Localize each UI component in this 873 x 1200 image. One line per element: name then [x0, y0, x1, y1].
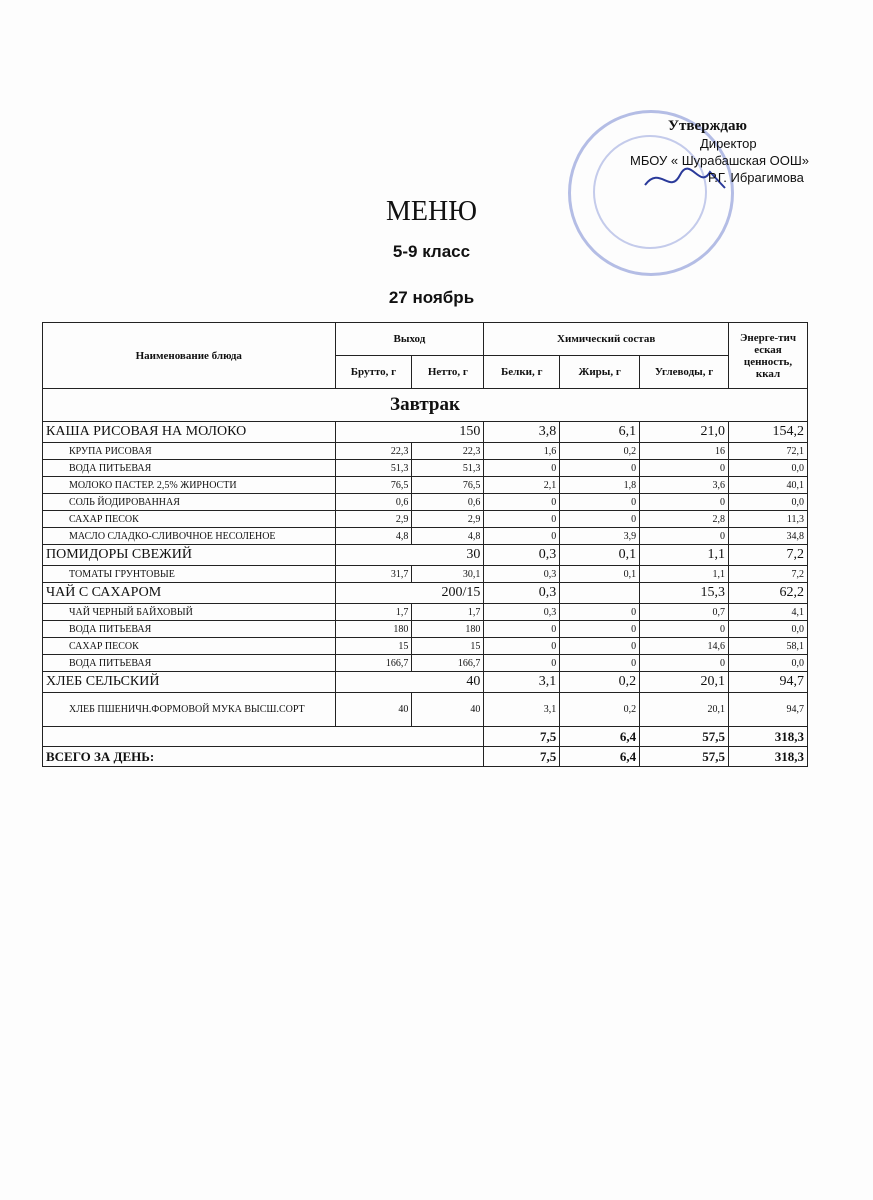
grade-label: 5-9 класс — [392, 242, 471, 261]
dish-name: ВОДА ПИТЬЕВАЯ — [43, 621, 336, 638]
total-label: ВСЕГО ЗА ДЕНЬ: — [43, 747, 484, 767]
fat-cell: 6,1 — [560, 422, 640, 443]
protein-cell: 0,3 — [484, 604, 560, 621]
table-row — [43, 477, 808, 494]
fat-cell: 0 — [560, 511, 640, 528]
protein-cell: 0,3 — [484, 545, 560, 566]
total-fat: 6,4 — [560, 747, 640, 767]
carbs-cell: 21,0 — [640, 422, 729, 443]
brutto-cell: 76,5 — [335, 477, 412, 494]
brutto-cell: 31,7 — [335, 566, 412, 583]
fat-cell: 0,1 — [560, 566, 640, 583]
table-row — [43, 583, 808, 604]
approval-block — [620, 118, 809, 186]
dish-name: МОЛОКО ПАСТЕР. 2,5% ЖИРНОСТИ — [43, 477, 336, 494]
total-protein: 7,5 — [484, 747, 560, 767]
brutto-cell: 4,8 — [335, 528, 412, 545]
brutto-cell: 0,6 — [335, 494, 412, 511]
protein-cell: 0,3 — [484, 566, 560, 583]
protein-cell: 0 — [484, 655, 560, 672]
fat-cell: 3,9 — [560, 528, 640, 545]
approval-org: МБОУ « Шурабашская ООШ» — [630, 153, 810, 168]
table-row — [43, 528, 808, 545]
brutto-cell: 1,7 — [335, 604, 412, 621]
brutto-cell: 180 — [335, 621, 412, 638]
table-row — [43, 460, 808, 477]
protein-cell: 3,1 — [484, 672, 560, 693]
table-row — [43, 511, 808, 528]
energy-cell: 11,3 — [729, 511, 808, 528]
table-row — [43, 443, 808, 460]
carbs-cell: 20,1 — [640, 693, 729, 727]
brutto-cell: 22,3 — [335, 443, 412, 460]
dish-name: КРУПА РИСОВАЯ — [43, 443, 336, 460]
date-label: 27 ноябрь — [388, 288, 475, 307]
energy-cell: 0,0 — [729, 494, 808, 511]
energy-cell: 72,1 — [729, 443, 808, 460]
dish-name: ТОМАТЫ ГРУНТОВЫЕ — [43, 566, 336, 583]
table-row — [43, 545, 808, 566]
netto-cell: 15 — [412, 638, 484, 655]
netto-cell: 22,3 — [412, 443, 484, 460]
header-energy: Энерге-тич еская ценность, ккал — [729, 323, 808, 389]
header-name: Наименование блюда — [43, 323, 336, 389]
dish-name: САХАР ПЕСОК — [43, 511, 336, 528]
dish-name: ХЛЕБ ПШЕНИЧН.ФОРМОВОЙ МУКА ВЫСШ.СОРТ — [43, 693, 336, 727]
netto-cell: 4,8 — [412, 528, 484, 545]
energy-cell: 40,1 — [729, 477, 808, 494]
carbs-cell: 0 — [640, 528, 729, 545]
energy-cell: 0,0 — [729, 621, 808, 638]
section-breakfast: Завтрак — [43, 389, 808, 422]
netto-cell: 51,3 — [412, 460, 484, 477]
total-energy: 318,3 — [729, 747, 808, 767]
energy-cell: 94,7 — [729, 693, 808, 727]
dish-name: СОЛЬ ЙОДИРОВАННАЯ — [43, 494, 336, 511]
menu-title: МЕНЮ — [386, 196, 477, 227]
protein-cell: 0 — [484, 494, 560, 511]
header-netto: Нетто, г — [412, 356, 484, 389]
fat-cell — [560, 583, 640, 604]
table-row — [43, 566, 808, 583]
carbs-cell: 0 — [640, 655, 729, 672]
fat-cell: 0,2 — [560, 693, 640, 727]
carbs-cell: 0 — [640, 460, 729, 477]
carbs-cell: 1,1 — [640, 566, 729, 583]
subtotal-carbs: 57,5 — [640, 727, 729, 747]
table-row — [43, 638, 808, 655]
header-brutto: Брутто, г — [335, 356, 412, 389]
dish-name: ЧАЙ С САХАРОМ — [43, 583, 336, 604]
energy-cell: 62,2 — [729, 583, 808, 604]
subtotal-fat: 6,4 — [560, 727, 640, 747]
carbs-cell: 16 — [640, 443, 729, 460]
protein-cell: 0 — [484, 460, 560, 477]
netto-cell: 1,7 — [412, 604, 484, 621]
approval-title: Утверждаю — [668, 118, 747, 134]
carbs-cell: 0,7 — [640, 604, 729, 621]
fat-cell: 0 — [560, 638, 640, 655]
fat-cell: 0 — [560, 604, 640, 621]
table-row — [43, 494, 808, 511]
brutto-cell: 15 — [335, 638, 412, 655]
energy-cell: 0,0 — [729, 460, 808, 477]
dish-name: МАСЛО СЛАДКО-СЛИВОЧНОЕ НЕСОЛЕНОЕ — [43, 528, 336, 545]
fat-cell: 0 — [560, 494, 640, 511]
protein-cell: 1,6 — [484, 443, 560, 460]
netto-cell: 166,7 — [412, 655, 484, 672]
protein-cell: 0 — [484, 621, 560, 638]
carbs-cell: 0 — [640, 494, 729, 511]
dish-name: САХАР ПЕСОК — [43, 638, 336, 655]
energy-cell: 94,7 — [729, 672, 808, 693]
netto-cell: 2,9 — [412, 511, 484, 528]
fat-cell: 0,1 — [560, 545, 640, 566]
table-row — [43, 655, 808, 672]
protein-cell: 0 — [484, 528, 560, 545]
energy-cell: 4,1 — [729, 604, 808, 621]
protein-cell: 0 — [484, 511, 560, 528]
carbs-cell: 1,1 — [640, 545, 729, 566]
header-carbs: Углеводы, г — [640, 356, 729, 389]
brutto-cell: 2,9 — [335, 511, 412, 528]
protein-cell: 0,3 — [484, 583, 560, 604]
subtotal-protein: 7,5 — [484, 727, 560, 747]
fat-cell: 0 — [560, 621, 640, 638]
brutto-cell: 40 — [335, 693, 412, 727]
dish-name: ПОМИДОРЫ СВЕЖИЙ — [43, 545, 336, 566]
dish-name: ХЛЕБ СЕЛЬСКИЙ — [43, 672, 336, 693]
carbs-cell: 14,6 — [640, 638, 729, 655]
carbs-cell: 0 — [640, 621, 729, 638]
energy-cell: 7,2 — [729, 566, 808, 583]
netto-cell: 30,1 — [412, 566, 484, 583]
dish-name: ВОДА ПИТЬЕВАЯ — [43, 655, 336, 672]
energy-cell: 7,2 — [729, 545, 808, 566]
output-cell: 150 — [335, 422, 484, 443]
header-chem: Химический состав — [484, 323, 729, 356]
fat-cell: 0 — [560, 655, 640, 672]
dish-name: ВОДА ПИТЬЕВАЯ — [43, 460, 336, 477]
header-protein: Белки, г — [484, 356, 560, 389]
header-fat: Жиры, г — [560, 356, 640, 389]
energy-cell: 154,2 — [729, 422, 808, 443]
carbs-cell: 20,1 — [640, 672, 729, 693]
subtotal-label — [43, 727, 484, 747]
total-carbs: 57,5 — [640, 747, 729, 767]
menu-table — [42, 322, 808, 767]
fat-cell: 1,8 — [560, 477, 640, 494]
netto-cell: 0,6 — [412, 494, 484, 511]
netto-cell: 180 — [412, 621, 484, 638]
subtotal-energy: 318,3 — [729, 727, 808, 747]
energy-cell: 58,1 — [729, 638, 808, 655]
subtotal-row — [43, 727, 808, 747]
fat-cell: 0,2 — [560, 672, 640, 693]
approval-position: Директор — [700, 136, 757, 151]
dish-name: КАША РИСОВАЯ НА МОЛОКО — [43, 422, 336, 443]
table-row — [43, 672, 808, 693]
table-row — [43, 604, 808, 621]
netto-cell: 76,5 — [412, 477, 484, 494]
approval-name: Р.Г. Ибрагимова — [708, 170, 804, 185]
protein-cell: 2,1 — [484, 477, 560, 494]
netto-cell: 40 — [412, 693, 484, 727]
carbs-cell: 15,3 — [640, 583, 729, 604]
carbs-cell: 2,8 — [640, 511, 729, 528]
protein-cell: 0 — [484, 638, 560, 655]
energy-cell: 0,0 — [729, 655, 808, 672]
energy-cell: 34,8 — [729, 528, 808, 545]
dish-name: ЧАЙ ЧЕРНЫЙ БАЙХОВЫЙ — [43, 604, 336, 621]
carbs-cell: 3,6 — [640, 477, 729, 494]
protein-cell: 3,8 — [484, 422, 560, 443]
brutto-cell: 51,3 — [335, 460, 412, 477]
fat-cell: 0,2 — [560, 443, 640, 460]
output-cell: 30 — [335, 545, 484, 566]
table-row — [43, 621, 808, 638]
protein-cell: 3,1 — [484, 693, 560, 727]
brutto-cell: 166,7 — [335, 655, 412, 672]
total-row — [43, 747, 808, 767]
table-row — [43, 422, 808, 443]
output-cell: 40 — [335, 672, 484, 693]
table-row — [43, 693, 808, 727]
header-output: Выход — [335, 323, 484, 356]
fat-cell: 0 — [560, 460, 640, 477]
output-cell: 200/15 — [335, 583, 484, 604]
